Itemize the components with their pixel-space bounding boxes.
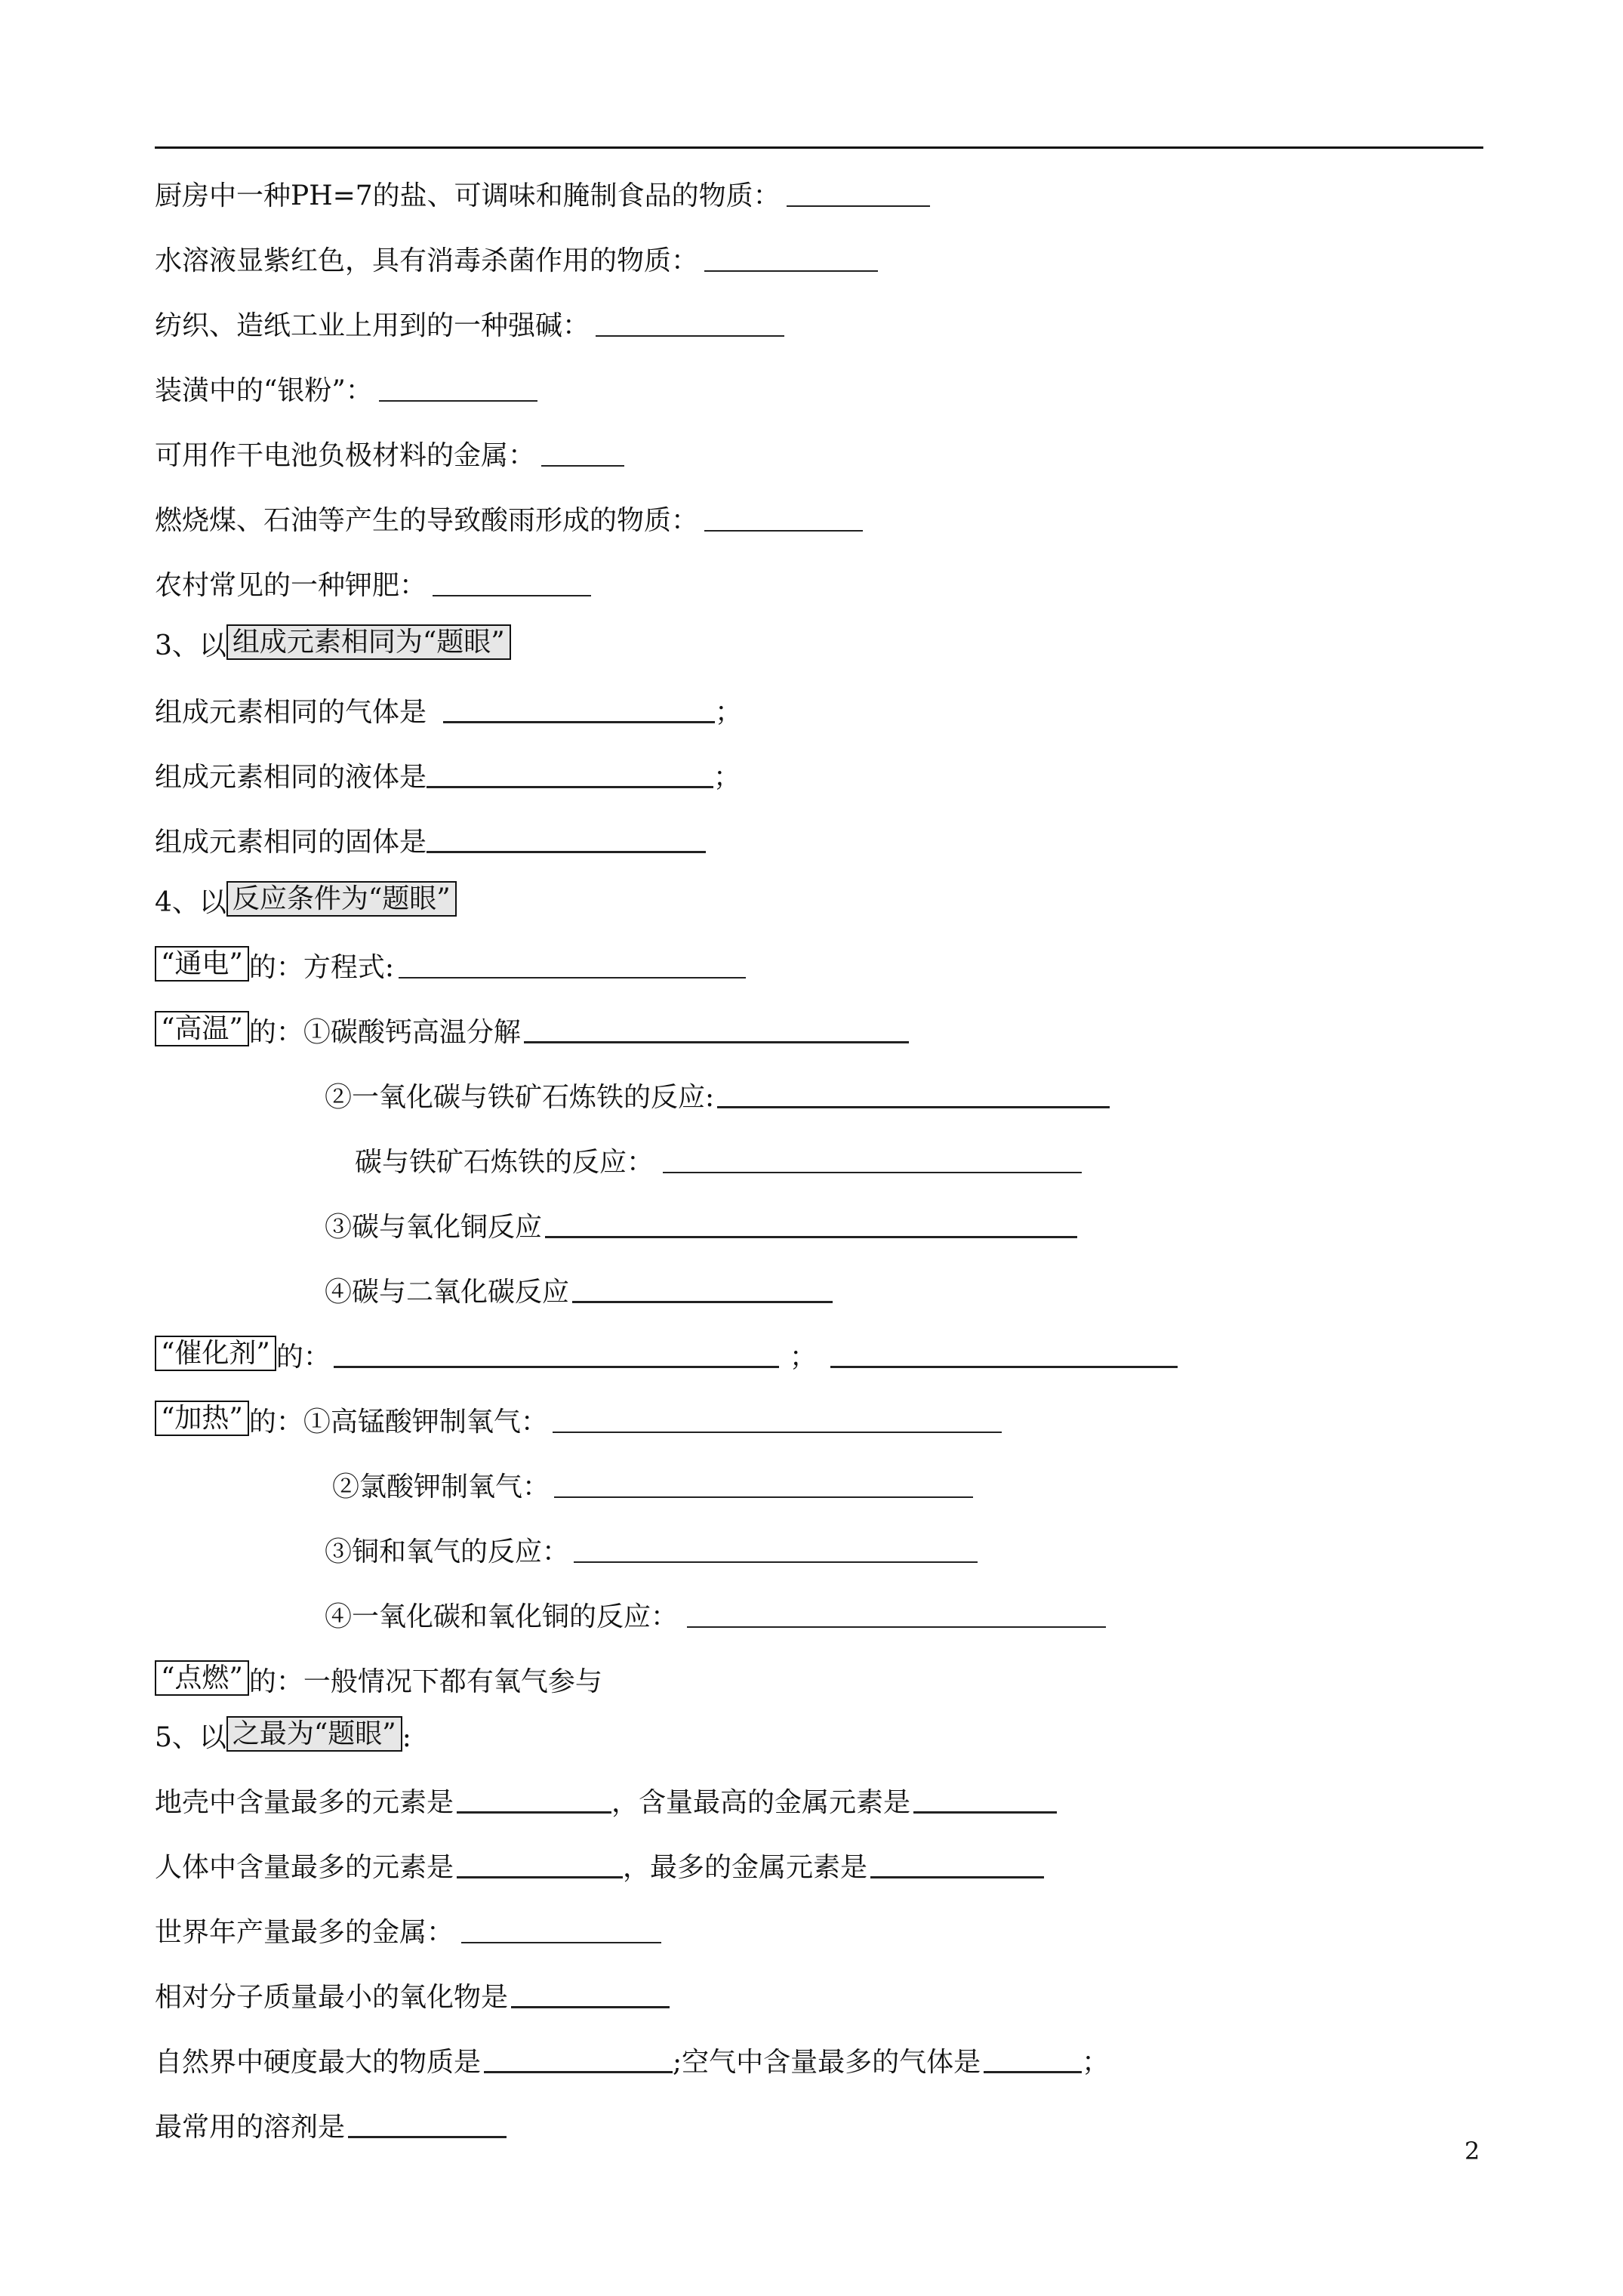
most-crust <box>155 1774 1057 1817</box>
section-prefix: 4、以 <box>155 887 226 918</box>
smallest-oxide <box>155 1969 670 2011</box>
answer-blank[interactable] <box>348 2133 507 2138</box>
item-acid-rain <box>155 492 863 535</box>
item-text: 组成元素相同的气体是 <box>155 697 427 728</box>
high-temp-item-3 <box>325 1199 1077 1241</box>
answer-blank[interactable] <box>687 1623 1106 1628</box>
same-element-gas <box>155 684 742 726</box>
answer-blank[interactable] <box>704 527 863 532</box>
answer-blank[interactable] <box>572 1298 833 1303</box>
heating-item-2 <box>332 1459 973 1501</box>
item-text: 组成元素相同的固体是 <box>155 827 427 858</box>
item-text: ，含量最高的金属元素是 <box>611 1787 911 1818</box>
answer-blank[interactable] <box>443 718 715 723</box>
condition-label-box: “催化剂” <box>155 1336 276 1371</box>
answer-blank[interactable] <box>913 1808 1057 1814</box>
answer-blank[interactable] <box>717 1103 1110 1108</box>
answer-blank[interactable] <box>399 974 746 978</box>
condition-text: 的：①高锰酸钾制氧气： <box>248 1407 548 1438</box>
item-potash <box>155 557 591 599</box>
condition-ignition <box>155 1653 602 1696</box>
common-solvent <box>155 2099 507 2141</box>
item-text: ③铜和氧气的反应： <box>325 1536 570 1567</box>
answer-blank[interactable] <box>704 267 878 272</box>
item-text: ;空气中含量最多的气体是 <box>673 2047 981 2078</box>
answer-blank[interactable] <box>457 1873 623 1878</box>
item-text: 厨房中一种PH=7的盐、可调味和腌制食品的物质： <box>155 180 781 211</box>
hardest-and-air <box>155 2034 1109 2076</box>
same-element-liquid <box>155 749 741 791</box>
answer-blank[interactable] <box>484 2068 673 2073</box>
condition-label-box: “高温” <box>155 1011 249 1046</box>
condition-text: 的：①碳酸钙高温分解 <box>248 1017 521 1048</box>
item-text: ④一氧化碳和氧化铜的反应： <box>325 1601 679 1632</box>
item-silver-powder <box>155 362 537 405</box>
same-element-solid <box>155 814 706 856</box>
answer-blank[interactable] <box>457 1808 611 1814</box>
item-text: 最常用的溶剂是 <box>155 2112 346 2143</box>
item-text: 人体中含量最多的元素是 <box>155 1852 454 1883</box>
item-text: 水溶液显紫红色，具有消毒杀菌作用的物质： <box>155 245 699 276</box>
answer-blank[interactable] <box>574 1558 978 1563</box>
item-text: 可用作干电池负极材料的金属： <box>155 440 536 471</box>
answer-blank[interactable] <box>545 1233 1077 1238</box>
item-text: ④碳与二氧化碳反应 <box>325 1277 570 1308</box>
semicolon: ； <box>715 697 743 728</box>
item-text: 相对分子质量最小的氧化物是 <box>155 1982 509 2013</box>
item-text: ，最多的金属元素是 <box>623 1852 868 1883</box>
answer-blank[interactable] <box>433 592 591 596</box>
item-text: 农村常见的一种钾肥： <box>155 570 427 601</box>
condition-label-box: “加热” <box>155 1401 249 1436</box>
header-rule <box>155 146 1483 149</box>
section-suffix: : <box>402 1722 411 1753</box>
answer-blank[interactable] <box>663 1169 1082 1173</box>
item-text: 装潢中的“银粉”： <box>155 375 373 406</box>
item-text: 自然界中硬度最大的物质是 <box>155 2047 482 2078</box>
condition-catalyst <box>155 1329 1178 1371</box>
answer-blank[interactable] <box>554 1493 973 1498</box>
heating-item-3 <box>325 1524 978 1566</box>
item-text: 燃烧煤、石油等产生的导致酸雨形成的物质： <box>155 505 699 536</box>
page-number: 2 <box>1464 2137 1480 2165</box>
answer-blank[interactable] <box>379 397 537 402</box>
semicolon: ； <box>1082 2047 1110 2078</box>
item-text: 地壳中含量最多的元素是 <box>155 1787 454 1818</box>
answer-blank[interactable] <box>511 2003 670 2008</box>
section-prefix: 3、以 <box>155 630 226 661</box>
answer-blank[interactable] <box>787 202 930 207</box>
item-permanganate <box>155 233 878 275</box>
answer-blank[interactable] <box>870 1873 1044 1878</box>
answer-blank[interactable] <box>427 848 706 853</box>
answer-blank[interactable] <box>461 1939 661 1943</box>
high-temp-item-2 <box>325 1069 1110 1111</box>
answer-blank[interactable] <box>984 2068 1082 2073</box>
condition-label-box: “点燃” <box>155 1660 249 1696</box>
item-battery-metal <box>155 427 624 470</box>
condition-text: 的：方程式: <box>248 952 394 983</box>
section-3-heading <box>155 618 511 660</box>
answer-blank[interactable] <box>334 1363 779 1368</box>
item-text: 组成元素相同的液体是 <box>155 762 427 793</box>
high-temp-item-2b <box>355 1134 1082 1176</box>
condition-text: 的： <box>276 1342 331 1373</box>
answer-blank[interactable] <box>596 332 784 337</box>
item-salt <box>155 168 930 210</box>
section-keyword-box: 组成元素相同为“题眼” <box>226 624 511 660</box>
section-keyword-box: 反应条件为“题眼” <box>226 881 457 917</box>
most-human-body <box>155 1839 1044 1881</box>
heating-item-4 <box>325 1589 1106 1631</box>
high-temp-item-4 <box>325 1264 833 1306</box>
condition-label-box: “通电” <box>155 946 249 982</box>
answer-blank[interactable] <box>553 1428 1002 1433</box>
answer-blank[interactable] <box>830 1363 1178 1368</box>
answer-blank[interactable] <box>541 462 624 467</box>
item-text: 纺织、造纸工业上用到的一种强碱： <box>155 310 590 341</box>
section-5-heading <box>155 1709 411 1752</box>
semicolon: ； <box>713 762 741 793</box>
condition-text: 的：一般情况下都有氧气参与 <box>248 1666 602 1697</box>
answer-blank[interactable] <box>427 783 713 788</box>
section-keyword-box: 之最为“题眼” <box>226 1716 402 1752</box>
item-text: ②氯酸钾制氧气： <box>332 1472 550 1502</box>
condition-electrolysis <box>155 939 746 982</box>
condition-high-temp <box>155 1004 909 1046</box>
item-text: 碳与铁矿石炼铁的反应： <box>355 1147 654 1178</box>
semicolon: ； <box>789 1342 817 1373</box>
section-prefix: 5、以 <box>155 1722 226 1753</box>
answer-blank[interactable] <box>524 1038 909 1043</box>
item-text: 世界年产量最多的金属： <box>155 1917 454 1948</box>
item-text: ②一氧化碳与铁矿石炼铁的反应: <box>325 1082 715 1113</box>
section-4-heading <box>155 874 457 917</box>
item-strong-base <box>155 297 784 340</box>
condition-heating <box>155 1394 1002 1436</box>
most-metal-production <box>155 1904 661 1946</box>
item-text: ③碳与氧化铜反应 <box>325 1212 543 1243</box>
